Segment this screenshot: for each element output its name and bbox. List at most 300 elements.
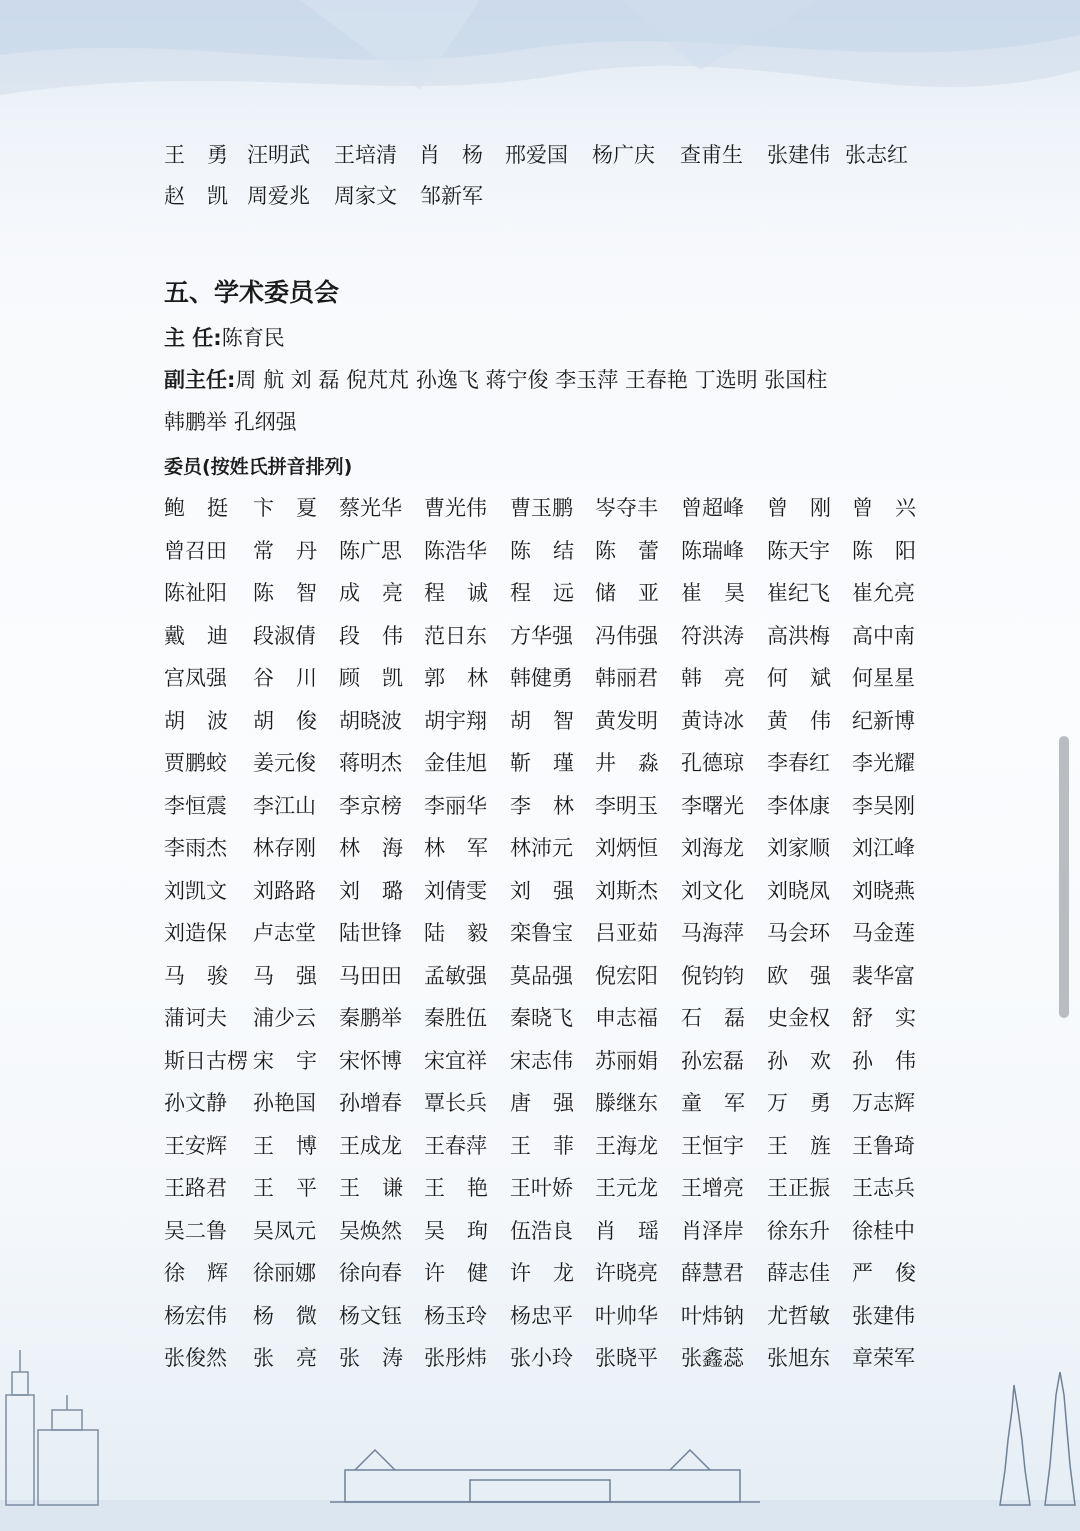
member-name: 卢志堂 <box>253 921 316 945</box>
member-name: 吴焕然 <box>339 1218 402 1243</box>
member-name: 陈天宇 <box>767 538 830 563</box>
name-char: 顾 <box>339 666 360 690</box>
name-cell: 邹新军 <box>420 184 483 208</box>
member-name: 宋宜祥 <box>424 1048 487 1073</box>
name-char: 凯 <box>207 184 228 208</box>
name-cell: 汪明武 <box>247 143 310 167</box>
name-cell: 杨广庆 <box>592 143 655 167</box>
member-name <box>164 1258 228 1288</box>
name-char: 孙 <box>852 1048 873 1073</box>
name-char: 徐 <box>164 1261 185 1285</box>
name-char: 海 <box>382 836 403 860</box>
member-name: 李京榜 <box>339 793 402 818</box>
member-name <box>164 621 228 651</box>
vice-chair-name: 刘 磊 <box>290 368 340 392</box>
member-name: 史金权 <box>767 1006 830 1030</box>
name-char: 谦 <box>382 1176 403 1200</box>
name-char: 林 <box>553 793 574 818</box>
name-char: 亚 <box>638 581 659 605</box>
member-name <box>510 748 574 778</box>
member-name: 马金莲 <box>852 921 915 945</box>
name-cell: 张建伟 <box>767 143 830 167</box>
member-name: 章荣军 <box>852 1346 915 1370</box>
member-name: 王元龙 <box>595 1176 658 1200</box>
member-name: 王鲁琦 <box>852 1133 915 1158</box>
member-name <box>424 833 488 863</box>
name-char: 强 <box>296 963 317 988</box>
name-char: 李 <box>510 793 531 818</box>
member-name: 岑夺丰 <box>595 496 658 520</box>
member-name: 刘造保 <box>164 921 227 945</box>
member-name: 曾召田 <box>164 538 227 563</box>
name-cell <box>164 181 228 211</box>
name-char: 实 <box>895 1006 916 1030</box>
member-name: 贾鹏蛟 <box>164 751 227 775</box>
name-char: 黄 <box>767 708 788 733</box>
member-name: 纪新博 <box>852 708 915 733</box>
member-name: 王增亮 <box>681 1176 744 1200</box>
member-name: 孙文静 <box>164 1091 227 1115</box>
member-name: 吕亚茹 <box>595 921 658 945</box>
member-name: 孙宏磊 <box>681 1048 744 1073</box>
member-name: 秦胜伍 <box>424 1006 487 1030</box>
member-name <box>767 1046 831 1076</box>
name-char: 艳 <box>467 1176 488 1200</box>
member-name: 马海萍 <box>681 921 744 945</box>
name-char: 斌 <box>810 666 831 690</box>
name-char: 健 <box>467 1261 488 1285</box>
name-char: 欧 <box>767 963 788 988</box>
name-char: 凯 <box>382 666 403 690</box>
member-name <box>681 578 745 608</box>
member-name: 张晓平 <box>595 1346 658 1370</box>
name-char: 林 <box>339 836 360 860</box>
name-char: 龙 <box>553 1261 574 1285</box>
name-char: 强 <box>810 963 831 988</box>
name-char: 伟 <box>810 708 831 733</box>
name-cell: 王培清 <box>334 143 397 167</box>
member-name: 李雨杰 <box>164 836 227 860</box>
member-name <box>852 1003 916 1033</box>
member-name: 许晓亮 <box>595 1261 658 1285</box>
member-name <box>253 578 317 608</box>
member-name <box>253 1343 317 1373</box>
name-char: 兴 <box>895 496 916 520</box>
member-name: 李明玉 <box>595 793 658 818</box>
vice-chair-name: 周 航 <box>235 368 285 392</box>
member-name: 王春萍 <box>424 1133 487 1158</box>
name-char: 许 <box>510 1261 531 1285</box>
member-name <box>852 536 916 566</box>
member-name: 王志兵 <box>852 1176 915 1200</box>
name-char: 结 <box>553 538 574 563</box>
member-name: 张鑫蕊 <box>681 1346 744 1370</box>
name-cell <box>419 140 483 170</box>
name-char: 亮 <box>382 581 403 605</box>
name-char: 俊 <box>895 1261 916 1285</box>
member-name: 范日东 <box>424 623 487 648</box>
member-name: 崔纪飞 <box>767 581 830 605</box>
member-name: 金佳旭 <box>424 751 487 775</box>
member-name: 黄发明 <box>595 708 658 733</box>
name-char: 陈 <box>510 538 531 563</box>
member-name: 李吴刚 <box>852 793 915 818</box>
member-name <box>424 1216 488 1246</box>
member-name <box>253 536 317 566</box>
name-char: 万 <box>767 1091 788 1115</box>
member-name: 栾鲁宝 <box>510 921 573 945</box>
vice-chair-name: 孔纲强 <box>233 410 297 434</box>
name-char: 曾 <box>767 496 788 520</box>
member-name: 张小玲 <box>510 1346 573 1370</box>
member-name <box>767 1131 831 1161</box>
member-name: 张旭东 <box>767 1346 830 1370</box>
member-name: 薛志佳 <box>767 1261 830 1285</box>
name-char: 童 <box>681 1091 702 1115</box>
member-name <box>595 536 659 566</box>
member-name: 马田田 <box>339 963 402 988</box>
name-char: 陈 <box>253 581 274 605</box>
member-name: 徐桂中 <box>852 1218 915 1243</box>
vice-chair-name: 王春艳 <box>624 368 688 392</box>
member-name <box>253 1131 317 1161</box>
name-char: 唐 <box>510 1091 531 1115</box>
name-char: 王 <box>253 1133 274 1158</box>
member-name: 倪宏阳 <box>595 963 658 988</box>
member-name: 高中南 <box>852 623 915 648</box>
vice-chair-name: 丁选明 <box>694 368 758 392</box>
name-char: 波 <box>207 708 228 733</box>
name-char: 赵 <box>164 184 185 208</box>
name-char: 王 <box>510 1133 531 1158</box>
member-name <box>339 663 403 693</box>
member-name: 刘海龙 <box>681 836 744 860</box>
member-name <box>852 1258 916 1288</box>
member-name: 陆世锋 <box>339 921 402 945</box>
name-char: 欢 <box>810 1048 831 1073</box>
scrollbar-thumb[interactable] <box>1059 736 1069 1018</box>
name-char: 成 <box>339 581 360 605</box>
member-name: 苏丽娟 <box>595 1048 658 1073</box>
name-cell: 查甫生 <box>680 143 743 167</box>
name-char: 毅 <box>467 921 488 945</box>
name-char: 勇 <box>810 1091 831 1115</box>
name-char: 陈 <box>595 538 616 563</box>
member-name <box>253 961 317 991</box>
member-name <box>253 493 317 523</box>
member-name <box>510 876 574 906</box>
vice-chair-line <box>164 365 827 395</box>
member-name: 孙艳国 <box>253 1091 316 1115</box>
vice-chair-name: 蒋宁俊 <box>485 368 549 392</box>
member-name <box>253 1046 317 1076</box>
member-name: 刘江峰 <box>852 836 915 860</box>
name-char: 勇 <box>207 143 228 167</box>
name-char: 王 <box>164 143 185 167</box>
member-name: 王正振 <box>767 1176 830 1200</box>
member-name: 杨玉玲 <box>424 1303 487 1328</box>
vice-chair-name: 韩鹏举 <box>164 410 227 434</box>
name-cell: 张志红 <box>845 143 908 167</box>
member-name <box>510 706 574 736</box>
member-name: 韩丽君 <box>595 666 658 690</box>
member-name: 张俊然 <box>164 1346 227 1370</box>
name-char: 涛 <box>382 1346 403 1370</box>
member-name: 吴二鲁 <box>164 1218 227 1243</box>
name-char: 鲍 <box>164 496 185 520</box>
member-name: 刘炳恒 <box>595 836 658 860</box>
member-name: 秦鹏举 <box>339 1006 402 1030</box>
name-char: 崔 <box>681 581 702 605</box>
name-char: 川 <box>296 666 317 690</box>
name-char: 菲 <box>553 1133 574 1158</box>
member-name <box>339 833 403 863</box>
vice-chair-label: 副主任: <box>164 368 236 392</box>
name-char: 胡 <box>253 708 274 733</box>
name-char: 强 <box>553 1091 574 1115</box>
member-name: 李江山 <box>253 793 316 818</box>
member-name: 蒋明杰 <box>339 751 402 775</box>
member-name: 李恒震 <box>164 793 227 818</box>
members-title: 委员(按姓氏拼音排列) <box>164 456 353 478</box>
name-char: 珣 <box>467 1218 488 1243</box>
name-char: 亮 <box>724 666 745 690</box>
member-name: 浦少云 <box>253 1006 316 1030</box>
member-name <box>595 578 659 608</box>
name-char: 郭 <box>424 666 445 690</box>
name-cell: 邢爱国 <box>505 143 568 167</box>
member-name: 杨忠平 <box>510 1303 573 1328</box>
chair-line <box>164 323 285 353</box>
member-name <box>681 1088 745 1118</box>
name-cell: 周家文 <box>334 184 397 208</box>
member-name <box>424 663 488 693</box>
name-char: 璐 <box>382 878 403 903</box>
member-name <box>595 1216 659 1246</box>
vice-chair-name: 李玉萍 <box>555 368 619 392</box>
name-char: 严 <box>852 1261 873 1285</box>
member-name: 何星星 <box>852 666 915 690</box>
member-name <box>595 748 659 778</box>
member-name <box>681 1003 745 1033</box>
member-name: 姜元俊 <box>253 751 316 775</box>
member-name <box>253 663 317 693</box>
member-name <box>510 578 574 608</box>
name-char: 肖 <box>419 143 440 167</box>
name-char: 肖 <box>595 1218 616 1243</box>
member-name: 王成龙 <box>339 1133 402 1158</box>
member-name: 陈瑞峰 <box>681 538 744 563</box>
name-char: 吴 <box>424 1218 445 1243</box>
member-name: 孙增春 <box>339 1091 402 1115</box>
member-name: 曹光伟 <box>424 496 487 520</box>
name-char: 平 <box>296 1176 317 1200</box>
member-name: 陈浩华 <box>424 538 487 563</box>
name-char: 井 <box>595 751 616 775</box>
name-char: 王 <box>253 1176 274 1200</box>
member-name: 刘家顺 <box>767 836 830 860</box>
vice-chair-name: 孙逸飞 <box>415 368 479 392</box>
member-name: 张建伟 <box>852 1303 915 1328</box>
name-char: 蕾 <box>638 538 659 563</box>
name-char: 阳 <box>895 538 916 563</box>
name-char: 旌 <box>810 1133 831 1158</box>
name-char: 挺 <box>207 496 228 520</box>
name-char: 诚 <box>467 581 488 605</box>
member-name: 裴华富 <box>852 963 915 988</box>
member-name: 徐向春 <box>339 1261 402 1285</box>
member-name: 王海龙 <box>595 1133 658 1158</box>
member-name <box>164 706 228 736</box>
member-name: 宫凤强 <box>164 666 227 690</box>
name-char: 程 <box>510 581 531 605</box>
member-name: 王安辉 <box>164 1133 227 1158</box>
member-name: 刘斯杰 <box>595 878 658 903</box>
name-char: 段 <box>339 623 360 648</box>
member-name: 肖泽岸 <box>681 1218 744 1243</box>
member-name: 滕继东 <box>595 1091 658 1115</box>
member-name <box>164 493 228 523</box>
name-char: 舒 <box>852 1006 873 1030</box>
member-name: 胡晓波 <box>339 708 402 733</box>
name-char: 孙 <box>767 1048 788 1073</box>
name-char: 微 <box>296 1303 317 1328</box>
member-name: 李曙光 <box>681 793 744 818</box>
member-name: 林沛元 <box>510 836 573 860</box>
name-char: 程 <box>424 581 445 605</box>
member-name: 李丽华 <box>424 793 487 818</box>
name-char: 磊 <box>724 1006 745 1030</box>
member-name: 蒲诃夫 <box>164 1006 227 1030</box>
name-char: 马 <box>164 963 185 988</box>
member-name <box>253 706 317 736</box>
member-name <box>253 1301 317 1331</box>
name-char: 林 <box>467 666 488 690</box>
member-name: 高洪梅 <box>767 623 830 648</box>
member-name: 王叶娇 <box>510 1176 573 1200</box>
member-name: 黄诗冰 <box>681 708 744 733</box>
member-name: 覃长兵 <box>424 1091 487 1115</box>
member-name <box>339 1343 403 1373</box>
name-char: 智 <box>296 581 317 605</box>
name-char: 强 <box>553 878 574 903</box>
name-char: 常 <box>253 538 274 563</box>
member-name <box>510 536 574 566</box>
name-char: 陆 <box>424 921 445 945</box>
member-name: 莫品强 <box>510 963 573 988</box>
member-name: 孔德琼 <box>681 751 744 775</box>
member-name: 刘凯文 <box>164 878 227 903</box>
member-name: 吴凤元 <box>253 1218 316 1243</box>
name-char: 石 <box>681 1006 702 1030</box>
name-char: 博 <box>296 1133 317 1158</box>
member-name: 刘晓凤 <box>767 878 830 903</box>
member-name <box>339 578 403 608</box>
name-char: 胡 <box>164 708 185 733</box>
name-char: 丹 <box>296 538 317 563</box>
name-char: 胡 <box>510 708 531 733</box>
member-name: 王路君 <box>164 1176 227 1200</box>
member-name: 万志辉 <box>852 1091 915 1115</box>
member-name <box>510 1258 574 1288</box>
name-char: 何 <box>767 666 788 690</box>
member-name <box>424 918 488 948</box>
name-char: 谷 <box>253 666 274 690</box>
member-name: 韩健勇 <box>510 666 573 690</box>
member-name: 马会环 <box>767 921 830 945</box>
name-char: 昊 <box>724 581 745 605</box>
member-name <box>852 1046 916 1076</box>
name-char: 伟 <box>382 623 403 648</box>
member-name <box>339 876 403 906</box>
name-char: 辉 <box>207 1261 228 1285</box>
member-name <box>767 961 831 991</box>
name-char: 俊 <box>296 708 317 733</box>
chair-name: 陈育民 <box>221 326 285 350</box>
member-name <box>164 961 228 991</box>
name-cell <box>164 140 228 170</box>
member-name: 刘路路 <box>253 878 316 903</box>
name-char: 淼 <box>638 751 659 775</box>
name-char: 张 <box>253 1346 274 1370</box>
member-name <box>339 621 403 651</box>
member-name: 陈祉阳 <box>164 581 227 605</box>
member-name: 林存刚 <box>253 836 316 860</box>
name-char: 许 <box>424 1261 445 1285</box>
member-name: 叶帅华 <box>595 1303 658 1328</box>
name-char: 智 <box>553 708 574 733</box>
member-name <box>510 1131 574 1161</box>
member-name: 崔允亮 <box>852 581 915 605</box>
member-name <box>424 1173 488 1203</box>
name-char: 伟 <box>895 1048 916 1073</box>
member-name: 李光耀 <box>852 751 915 775</box>
name-char: 王 <box>424 1176 445 1200</box>
name-char: 杨 <box>462 143 483 167</box>
name-char: 王 <box>767 1133 788 1158</box>
name-char: 迪 <box>207 623 228 648</box>
member-name: 斯日古楞 <box>164 1048 248 1073</box>
name-char: 靳 <box>510 751 531 775</box>
member-name: 薛慧君 <box>681 1261 744 1285</box>
name-char: 骏 <box>207 963 228 988</box>
name-char: 远 <box>553 581 574 605</box>
name-char: 马 <box>253 963 274 988</box>
member-name: 方华强 <box>510 623 573 648</box>
member-name <box>767 493 831 523</box>
name-cell: 周爱兆 <box>247 184 310 208</box>
member-name: 张彤炜 <box>424 1346 487 1370</box>
member-name: 刘倩雯 <box>424 878 487 903</box>
member-name <box>767 706 831 736</box>
member-name: 杨文钰 <box>339 1303 402 1328</box>
name-char: 储 <box>595 581 616 605</box>
member-name <box>767 663 831 693</box>
member-name: 尤哲敏 <box>767 1303 830 1328</box>
name-char: 夏 <box>296 496 317 520</box>
name-char: 瑾 <box>553 751 574 775</box>
member-name: 徐丽娜 <box>253 1261 316 1285</box>
name-char: 张 <box>339 1346 360 1370</box>
member-name: 孟敏强 <box>424 963 487 988</box>
name-char: 曾 <box>852 496 873 520</box>
member-name <box>339 1173 403 1203</box>
member-name: 胡宇翔 <box>424 708 487 733</box>
member-name: 杨宏伟 <box>164 1303 227 1328</box>
member-name: 符洪涛 <box>681 623 744 648</box>
name-char: 杨 <box>253 1303 274 1328</box>
name-char: 宋 <box>253 1048 274 1073</box>
